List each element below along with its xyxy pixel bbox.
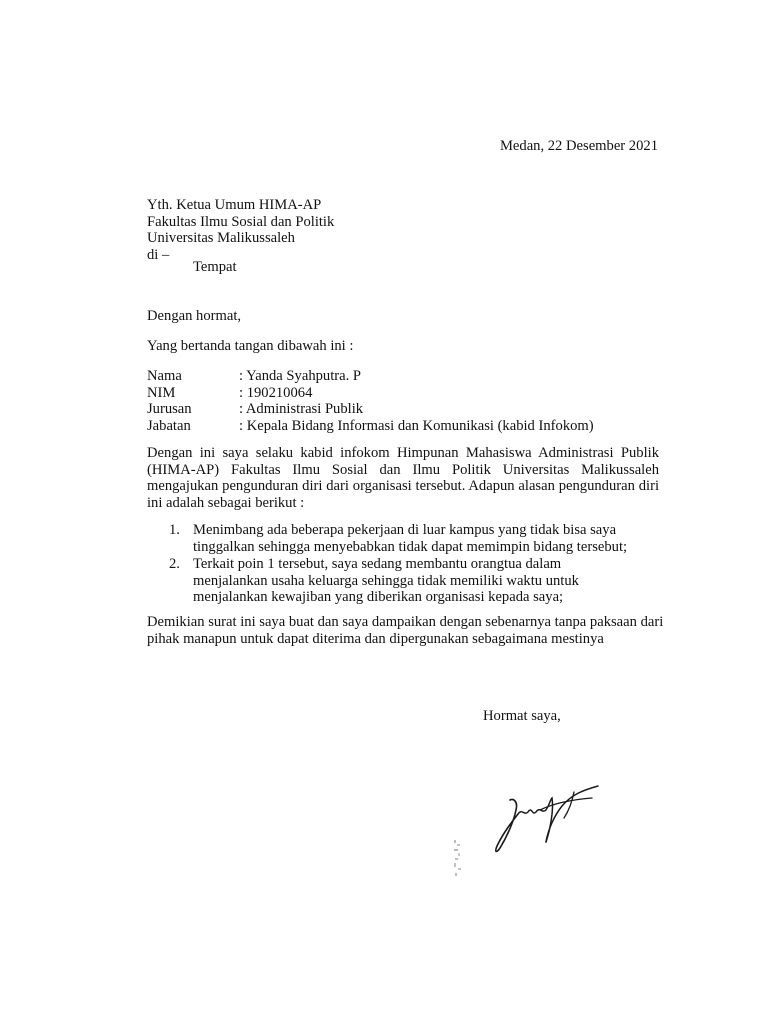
identity-label: Jabatan <box>147 417 191 434</box>
list-item-number: 1. <box>169 522 180 538</box>
identity-value: : Yanda Syahputra. P <box>239 368 362 384</box>
recipient-line: Universitas Malikussaleh <box>147 230 295 246</box>
recipient-line: di – <box>147 246 170 263</box>
recipient-line: Fakultas Ilmu Sosial dan Politik <box>147 213 335 230</box>
identity-row-nim <box>147 385 594 402</box>
identity-value: : Administrasi Publik <box>239 401 364 417</box>
recipient-place: Tempat <box>193 259 237 275</box>
salutation: Dengan hormat, <box>147 308 242 324</box>
handwritten-signature <box>488 780 608 860</box>
list-item-text: Terkait poin 1 tersebut, saya sedang membantu orangtua dalam menjalankan usaha keluarga sehingga tidak memiliki waktu untuk menjalankan kewajiban yang diberikan organisasi kepada saya; <box>193 556 579 605</box>
identity-row-jurusan <box>147 401 594 418</box>
recipient-line: Yth. Ketua Umum HIMA-AP <box>147 197 322 213</box>
body-paragraph-2: Demikian surat ini saya buat dan saya dampaikan dengan sebenarnya tanpa paksaan dari pihak manapun untuk dapat diterima dan dipergunakan sebagaimana mestinya <box>147 614 664 647</box>
letter-date: Medan, 22 Desember 2021 <box>499 138 658 154</box>
identity-block <box>147 368 594 434</box>
list-item <box>147 522 659 555</box>
identity-value: : 190210064 <box>239 384 313 401</box>
identity-value: : Kepala Bidang Informasi dan Komunikasi (kabid Infokom) <box>239 417 594 434</box>
identity-label: Jurusan <box>147 401 192 417</box>
identity-row-nama <box>147 368 594 385</box>
reasons-list <box>147 522 659 606</box>
identity-label: NIM <box>147 384 176 401</box>
body-paragraph-1: Dengan ini saya selaku kabid infokom Himpunan Mahasiswa Administrasi Publik (HIMA-AP) Fakultas Ilmu Sosial dan Ilmu Politik Universitas Malikussaleh mengajukan pengunduran diri dari organisasi tersebut. Adapun alasan pengunduran diri ini adalah sebagai berikut : <box>147 445 659 511</box>
closing-text: Hormat saya, <box>483 708 561 724</box>
list-item <box>147 556 659 606</box>
list-item-number: 2. <box>169 556 180 572</box>
faint-stamp-mark <box>452 838 464 878</box>
intro-line: Yang bertanda tangan dibawah ini : <box>147 338 354 354</box>
identity-label: Nama <box>147 368 182 384</box>
list-item-text: Menimbang ada beberapa pekerjaan di luar kampus yang tidak bisa saya tinggalkan sehingga menyebabkan tidak dapat memimpin bidang tersebut; <box>193 522 628 555</box>
identity-row-jabatan <box>147 418 594 435</box>
recipient-address <box>147 197 334 263</box>
